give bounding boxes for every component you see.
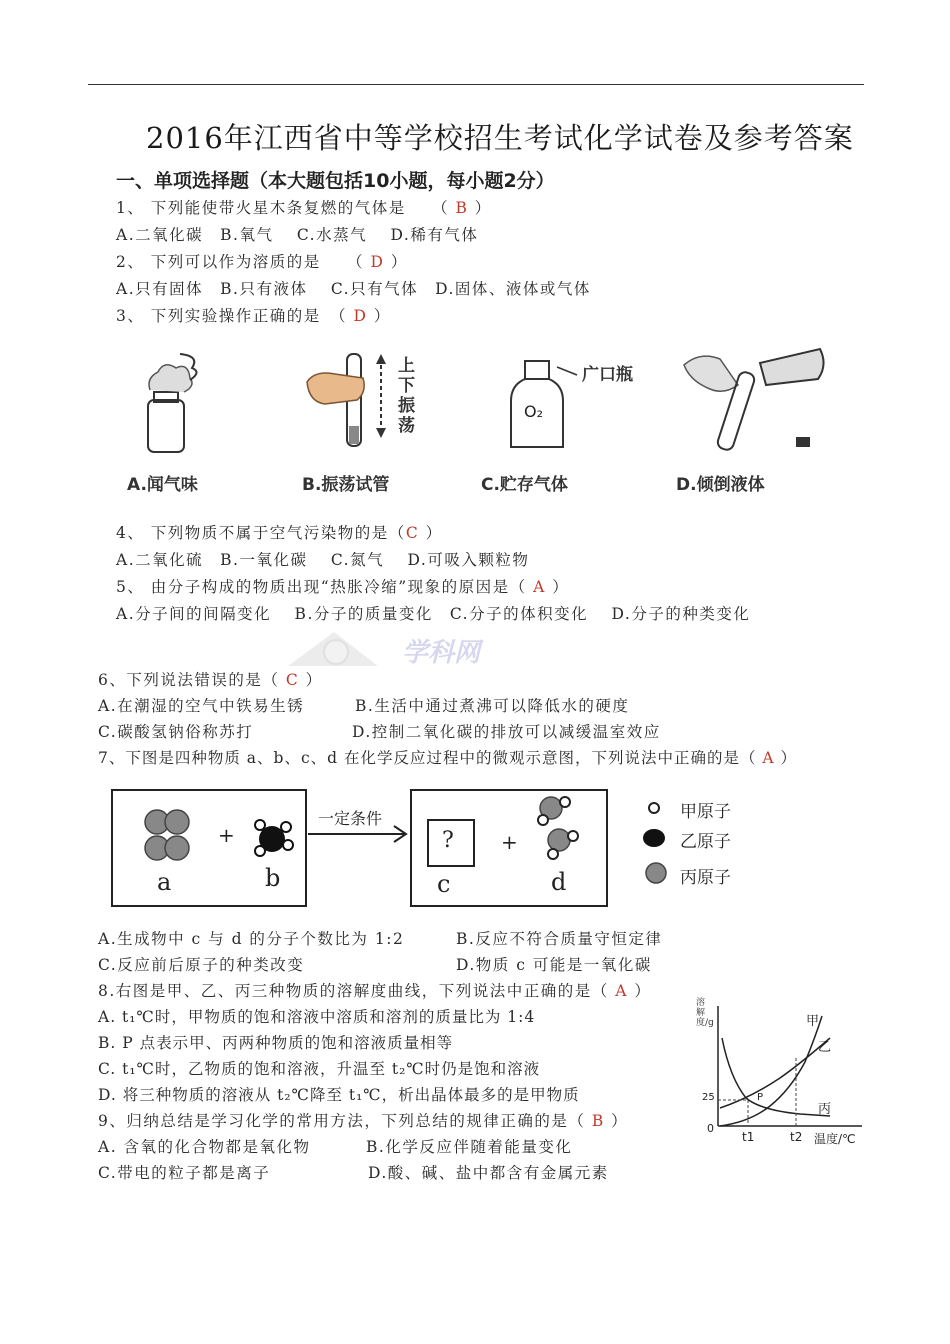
molecule-a (140, 808, 200, 868)
plus-sign-2: + (501, 830, 518, 854)
chart-series-yi: 乙 (818, 1040, 832, 1055)
label-c: c (437, 870, 451, 898)
q1-answer: B (455, 199, 469, 217)
chart-x-tick-t2: t2 (790, 1130, 803, 1144)
q9-answer: B (591, 1112, 605, 1130)
legend-atom-jia-icon (646, 800, 662, 816)
solubility-chart (690, 998, 870, 1148)
label-a: a (157, 868, 172, 896)
curve-bing (722, 1038, 830, 1116)
q8-option-c: C. t₁℃时，乙物质的饱和溶液，升温至 t₂℃时仍是饱和溶液 (98, 1060, 541, 1078)
arrow-condition: 一定条件 (318, 809, 383, 828)
q8-option-b: B. P 点表示甲、丙两种物质的饱和溶液质量相等 (98, 1034, 454, 1052)
q9-option-c: C.带电的粒子都是离子 (98, 1164, 271, 1182)
curve-yi (720, 1038, 830, 1108)
q1-options: A.二氧化碳 B.氧气 C.水蒸气 D.稀有气体 (116, 226, 479, 244)
legend-atom-bing-icon (644, 861, 668, 885)
q3-gas-label: O₂ (524, 402, 544, 421)
q2-answer: D (370, 253, 385, 271)
chart-series-bing: 丙 (818, 1102, 832, 1117)
top-rule (88, 84, 864, 85)
q8-option-a: A. t₁℃时，甲物质的饱和溶液中溶质和溶剂的质量比为 1:4 (98, 1008, 536, 1026)
section-heading: 一、单项选择题（本大题包括10小题，每小题2分） (116, 170, 555, 192)
q3-stem: 3、 下列实验操作正确的是 （ D ） (116, 307, 391, 325)
q8-option-d: D. 将三种物质的溶液从 t₂℃降至 t₁℃，析出晶体最多的是甲物质 (98, 1086, 580, 1104)
q6-option-c: C.碳酸氢钠俗称苏打 (98, 723, 254, 741)
q5-options: A.分子间的间隔变化 B.分子的质量变化 C.分子的体积变化 D.分子的种类变化 (116, 605, 751, 623)
q3-caption-d: D.倾倒液体 (676, 475, 765, 495)
q1-stem: 1、 下列能使带火星木条复燃的气体是 （ B ） (116, 199, 492, 217)
q7-option-a: A.生成物中 c 与 d 的分子个数比为 1:2 (98, 930, 405, 948)
q3-answer: D (353, 307, 368, 325)
legend-yi: 乙原子 (680, 832, 731, 852)
q6-answer: C (285, 671, 300, 689)
q3-caption-a: A.闻气味 (127, 475, 198, 495)
q4-options: A.二氧化硫 B.一氧化碳 C.氮气 D.可吸入颗粒物 (116, 551, 530, 569)
chart-x-tick-t1: t1 (742, 1130, 755, 1144)
q8-stem: 8.右图是甲、乙、丙三种物质的溶解度曲线，下列说法中正确的是（ A ） (98, 982, 652, 1000)
q9-stem: 9、归纳总结是学习化学的常用方法，下列总结的规律正确的是（ B ） (98, 1112, 629, 1130)
q9-option-a: A. 含氧的化合物都是氧化物 (98, 1138, 311, 1156)
chart-xlabel: 温度/℃ (814, 1132, 856, 1146)
q3-caption-b: B.振荡试管 (302, 475, 390, 495)
q7-option-c: C.反应前后原子的种类改变 (98, 956, 305, 974)
q3-shake-label: 上下振荡 (398, 356, 415, 436)
chart-point-p: P (757, 1092, 764, 1103)
q5-stem: 5、 由分子构成的物质出现“热胀冷缩”现象的原因是（ A ） (116, 578, 570, 596)
molecule-b (250, 815, 300, 865)
watermark-logo (282, 622, 392, 672)
label-d: d (551, 868, 567, 896)
q6-stem: 6、下列说法错误的是（ C ） (98, 671, 323, 689)
q6-option-a: A.在潮湿的空气中铁易生锈 (98, 697, 305, 715)
q2-options: A.只有固体 B.只有液体 C.只有气体 D.固体、液体或气体 (116, 280, 591, 298)
label-b: b (265, 864, 281, 892)
watermark-text: 学科网 (402, 638, 481, 668)
q6-option-d: D.控制二氧化碳的排放可以减缓温室效应 (352, 723, 661, 741)
chart-y-tick-25: 25 (702, 1092, 715, 1103)
legend-bing: 丙原子 (680, 868, 731, 888)
legend-atom-yi-icon (641, 826, 667, 850)
plus-sign-1: + (218, 823, 235, 847)
q3-caption-c: C.贮存气体 (481, 475, 568, 495)
molecule-d (533, 794, 589, 864)
q3-bottle-label: 广口瓶 (582, 365, 633, 385)
q3-figure-d (680, 345, 830, 455)
chart-series-jia: 甲 (806, 1014, 820, 1029)
q6-option-b: B.生活中通过煮沸可以降低水的硬度 (355, 697, 630, 715)
q9-option-b: B.化学反应伴随着能量变化 (366, 1138, 573, 1156)
q9-option-d: D.酸、碱、盐中都含有金属元素 (368, 1164, 609, 1182)
q7-answer: A (762, 749, 775, 767)
q3-figure-a (140, 350, 210, 460)
q7-option-d: D.物质 c 可能是一氧化碳 (456, 956, 652, 974)
question-mark: ? (442, 828, 454, 853)
q7-stem: 7、下图是四种物质 a、b、c、d 在化学反应过程中的微观示意图，下列说法中正确的是（ A ） (98, 749, 798, 767)
q7-option-b: B.反应不符合质量守恒定律 (456, 930, 663, 948)
page-title: 2016年江西省中等学校招生考试化学试卷及参考答案 (146, 121, 854, 155)
q4-answer: C (405, 524, 420, 542)
q2-stem: 2、 下列可以作为溶质的是 （ D ） (116, 253, 408, 271)
q5-answer: A (533, 578, 546, 596)
legend-jia: 甲原子 (680, 802, 731, 822)
chart-ylabel: 溶解度/g (696, 998, 714, 1028)
q4-stem: 4、 下列物质不属于空气污染物的是（C ） (116, 524, 443, 542)
chart-origin: 0 (707, 1122, 714, 1135)
q8-answer: A (615, 982, 628, 1000)
